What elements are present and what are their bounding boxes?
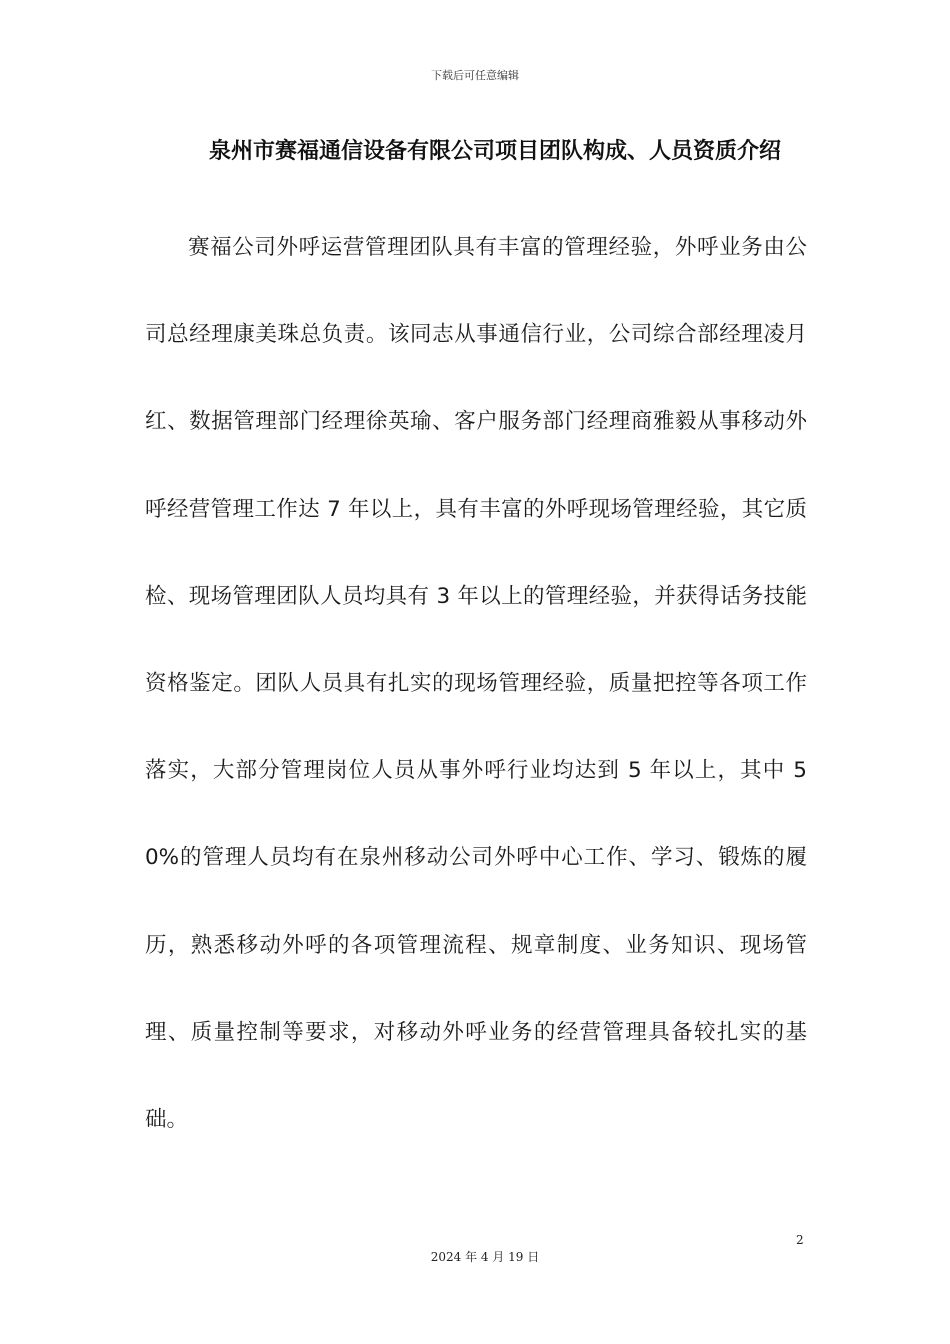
- document-title: 泉州市赛福通信设备有限公司项目团队构成、人员资质介绍: [208, 139, 781, 164]
- body-paragraph: 赛福公司外呼运营管理团队具有丰富的管理经验，外呼业务由公司总经理康美珠总负责。该同志从事通信行业，公司综合部经理凌月红、数据管理部门经理徐英瑜、客户服务部门经理商雅毅从事移动外呼经营管理工作达 7 年以上，具有丰富的外呼现场管理经验，其它质检、现场管理团队人员均具有 3 年以上的管理经验，并获得话务技能资格鉴定。团队人员具有扎实的现场管理经验，质量把控等各项工作落实，大部分管理岗位人员从事外呼行业均达到 5 年以上，其中 50%的管理人员均有在泉州移动公司外呼中心工作、学习、锻炼的履历，熟悉移动外呼的各项管理流程、规章制度、业务知识、现场管理、质量控制等要求，对移动外呼业务的经营管理具备较扎实的基础。: [145, 235, 807, 1133]
- page-number: 2: [796, 1233, 804, 1247]
- header-note: 下载后可任意编辑: [431, 69, 519, 82]
- footer-date: 2024 年 4 月 19 日: [430, 1250, 540, 1264]
